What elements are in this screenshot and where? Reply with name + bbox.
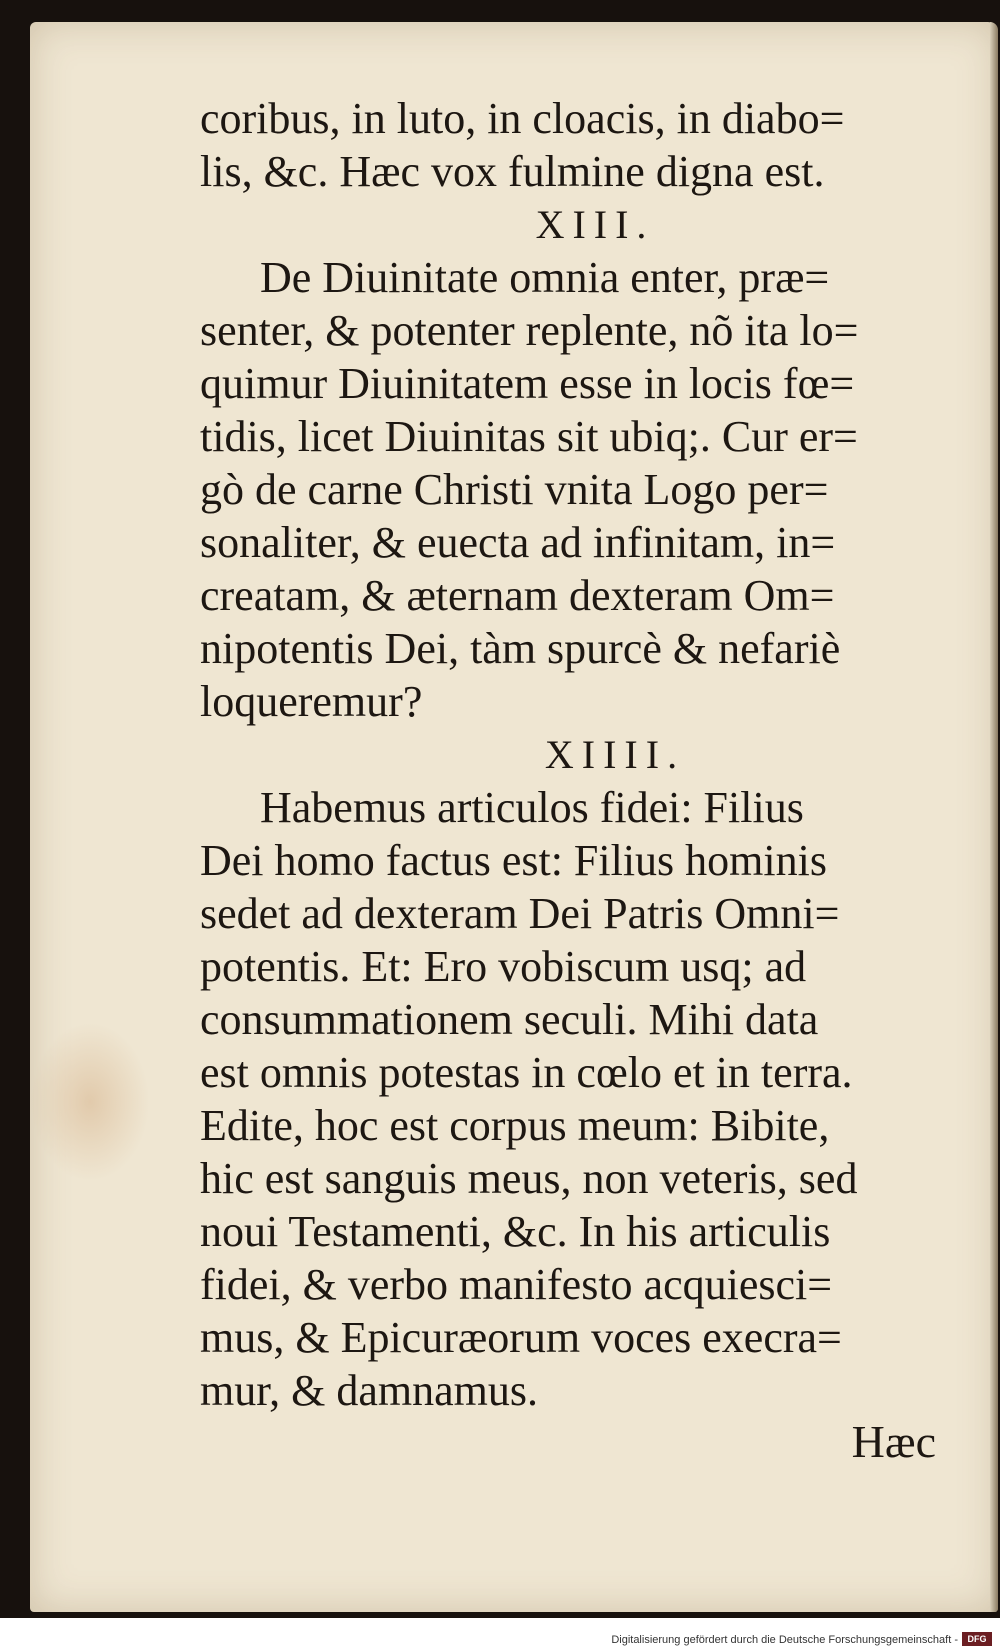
page-text — [200, 92, 970, 1417]
text-line: coribus, in luto, in cloacis, in diabo= — [200, 94, 845, 143]
text-line: consummationem seculi. Mihi data — [200, 995, 819, 1044]
text-line: fidei, & verbo manifesto acquiesci= — [200, 1260, 833, 1309]
text-line: Habemus articulos fidei: Filius — [260, 783, 804, 832]
text-line: Edite, hoc est corpus meum: Bibite, — [200, 1101, 830, 1150]
text-line: creatam, & æternam dexteram Om= — [200, 571, 835, 620]
text-line: senter, & potenter replente, nõ ita lo= — [200, 306, 859, 355]
text-line: gò de carne Christi vnita Logo per= — [200, 465, 829, 514]
text-line: est omnis potestas in cœlo et in terra. — [200, 1048, 853, 1097]
text-line: mur, & damnamus. — [200, 1366, 538, 1415]
paper-stain — [30, 1022, 150, 1182]
text-line: quimur Diuinitatem esse in locis fœ= — [200, 359, 855, 408]
text-line: De Diuinitate omnia enter, præ= — [260, 253, 830, 302]
text-line: loqueremur? — [200, 677, 423, 726]
text-line: tidis, licet Diuinitas sit ubiq;. Cur er= — [200, 412, 858, 461]
text-line: hic est sanguis meus, non veteris, sed — [200, 1154, 858, 1203]
text-line: nipotentis Dei, tàm spurcè & nefariè — [200, 624, 841, 673]
text-line: sonaliter, & euecta ad infinitam, in= — [200, 518, 836, 567]
text-line: Dei homo factus est: Filius hominis — [200, 836, 827, 885]
text-line: mus, & Epicuræorum voces execra= — [200, 1313, 842, 1362]
text-line: noui Testamenti, &c. In his articulis — [200, 1207, 831, 1256]
text-line: lis, &c. Hæc vox fulmine digna est. — [200, 147, 825, 196]
page-edge — [990, 22, 998, 1612]
book-page — [30, 22, 998, 1612]
catchword: Hæc — [851, 1416, 936, 1467]
text-line: sedet ad dexteram Dei Patris Omni= — [200, 889, 840, 938]
section-heading-xiii: XIII. — [535, 202, 655, 247]
funding-credit: Digitalisierung gefördert durch die Deutsche Forschungsgemeinschaft - — [611, 1634, 958, 1646]
section-heading-xiiii: XIIII. — [544, 732, 686, 777]
text-line: potentis. Et: Ero vobiscum usq; ad — [200, 942, 807, 991]
dfg-logo-icon: DFG — [962, 1632, 992, 1646]
